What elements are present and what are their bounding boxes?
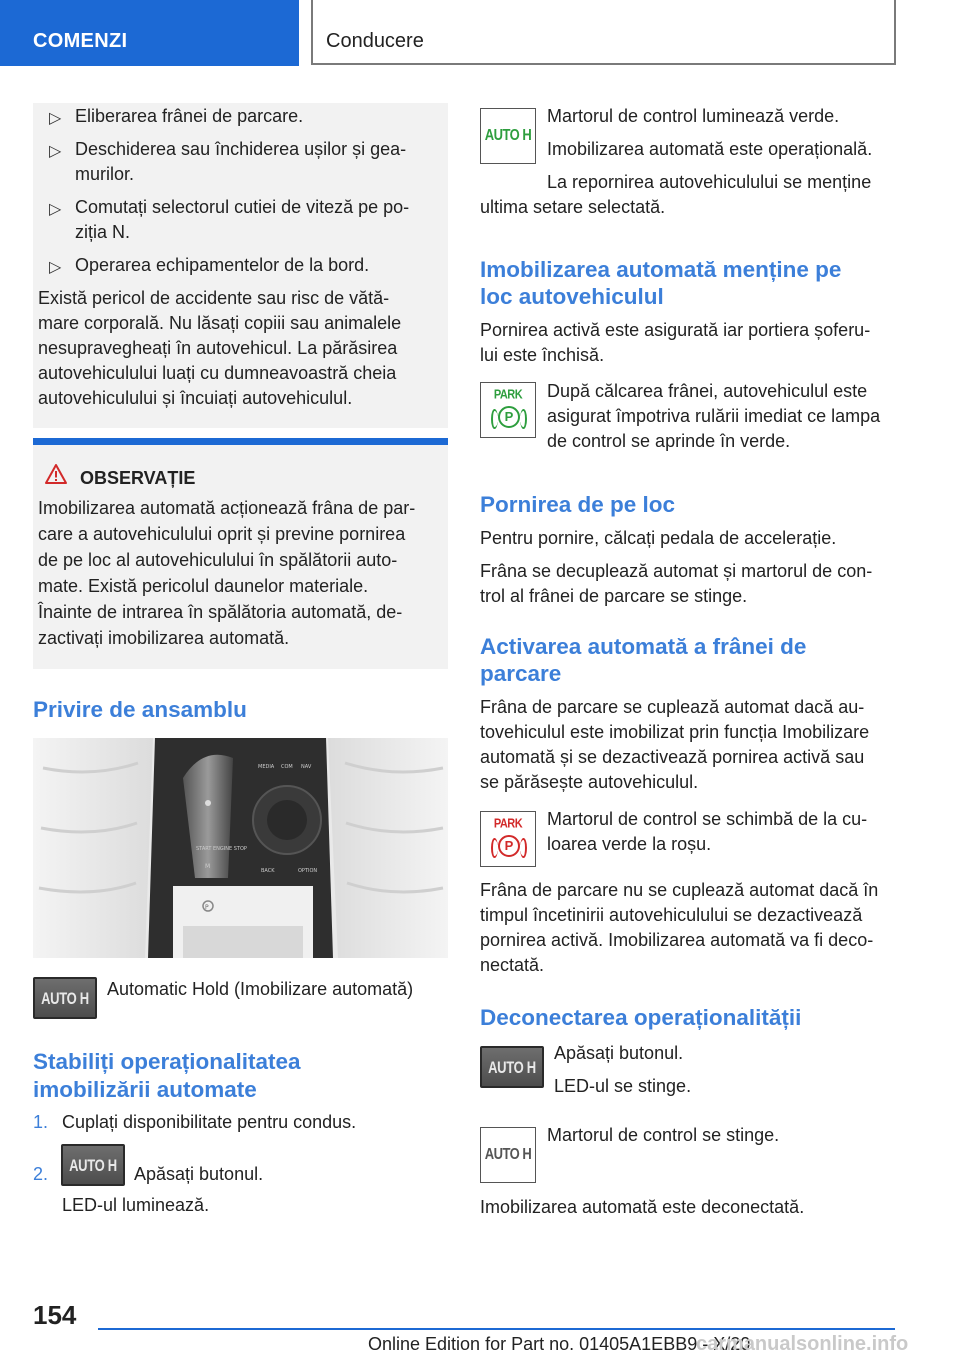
no-engage-text: pornirea activă. Imobilizarea automată va fi deco-: [480, 930, 874, 950]
auto-park-heading-line1: Activarea automată a frânei de: [480, 634, 807, 659]
park-red-text: loarea verde la roșu.: [547, 834, 712, 854]
step-subtext: LED-ul luminează.: [62, 1195, 210, 1215]
photo-label: COM: [281, 764, 293, 770]
photo-label: M: [205, 863, 211, 870]
park-green-text: asigurat împotriva rulării imediat ce lampa: [547, 406, 881, 426]
overview-heading: Privire de ansamblu: [33, 697, 247, 722]
hold-heading-line2: loc autovehiculul: [480, 284, 664, 309]
start-text: trol al frânei de parcare se stinge.: [480, 586, 748, 606]
disable-text: Apăsați butonul.: [554, 1043, 684, 1063]
center-console-photo: [33, 738, 448, 958]
bullet-marker: ▷: [49, 259, 62, 276]
lamp-green-text: Martorul de control luminează verde.: [547, 106, 840, 126]
auto-park-text: tovehiculul este imobilizat prin funcția Imobilizare: [480, 722, 870, 742]
hold-intro: Pornirea activă este asigurată iar portiera șoferu-: [480, 320, 871, 340]
bullet-item-cont: ziția N.: [75, 222, 131, 242]
setup-heading-line2: imobilizării automate: [33, 1077, 257, 1102]
note-line: care a autovehiculului oprit și previne pornirea: [38, 524, 406, 544]
chapter-tab: [311, 0, 896, 65]
final-text: Imobilizarea automată este deconectată.: [480, 1197, 805, 1217]
auto-park-text: se părăsește autovehiculul.: [480, 772, 699, 792]
park-green-text: După călcarea frânei, autovehiculul este: [547, 381, 868, 401]
warning-line: autovehiculului luați cu dumneavoastră cheia: [38, 363, 397, 383]
section-title: COMENZI: [33, 30, 128, 52]
auto-hold-button-icon: AUTO H: [480, 1046, 544, 1088]
auto-park-text: automată și se dezactivează pornirea activă sau: [480, 747, 865, 767]
hold-intro: lui este închisă.: [480, 345, 605, 365]
bullet-item: Operarea echipamentelor de la bord.: [75, 255, 370, 275]
disable-heading: Deconectarea operaționalității: [480, 1005, 802, 1030]
start-text: Pentru pornire, călcați pedala de accelerație.: [480, 528, 837, 548]
auto-hold-caption: Automatic Hold (Imobilizare automată): [107, 979, 414, 999]
warning-line: nesupravegheați în autovehicul. La părăsirea: [38, 338, 398, 358]
page-number: 154: [33, 1300, 77, 1330]
lamp-green-text: Imobilizarea automată este operațională.: [547, 139, 873, 159]
watermark: carmanualsonline.info: [696, 1333, 909, 1355]
photo-label: MEDIA: [258, 764, 275, 770]
bullet-item: Eliberarea frânei de parcare.: [75, 106, 304, 126]
step-number: 1.: [33, 1112, 49, 1132]
auto-hold-button-icon: AUTO H: [33, 977, 97, 1019]
setup-heading-line1: Stabiliți operaționalitatea: [33, 1049, 301, 1074]
hold-heading-line1: Imobilizarea automată menține pe: [480, 257, 842, 282]
auto-hold-button-icon: AUTO H: [61, 1144, 125, 1186]
footer-rule: [98, 1328, 895, 1330]
chapter-title: Conducere: [326, 30, 424, 52]
no-engage-text: timpul încetinirii autovehiculului se dezactivează: [480, 905, 863, 925]
auto-park-text: Frâna de parcare se cuplează automat dacă au-: [480, 697, 865, 717]
note-line: zactivați imobilizarea automată.: [38, 628, 290, 648]
warning-line: Există pericol de accidente sau risc de vătă-: [38, 288, 390, 308]
note-line: Înainte de intrarea în spălătoria automată, de-: [38, 602, 403, 622]
warning-line: mare corporală. Nu lăsați copiii sau animalele: [38, 313, 402, 333]
auto-hold-green-lamp-icon: AUTO H: [480, 108, 536, 164]
no-engage-text: Frâna de parcare nu se cuplează automat dacă în: [480, 880, 879, 900]
bullet-marker: ▷: [49, 201, 62, 218]
park-red-text: Martorul de control se schimbă de la cu-: [547, 809, 868, 829]
photo-label: P: [205, 904, 209, 911]
section-tab: [0, 0, 299, 66]
warning-triangle-icon: [44, 463, 68, 485]
no-engage-text: nectată.: [480, 955, 545, 975]
photo-label: OPTION: [298, 868, 318, 874]
start-heading: Pornirea de pe loc: [480, 492, 676, 517]
restart-text: La repornirea autovehiculului se menține: [547, 172, 872, 192]
bullet-marker: ▷: [49, 110, 62, 127]
photo-label: START ENGINE STOP: [196, 846, 247, 852]
step-text: Cuplați disponibilitate pentru condus.: [62, 1112, 357, 1132]
step-text: Apăsați butonul.: [134, 1164, 264, 1184]
photo-label: NAV: [301, 764, 312, 770]
park-green-text: de control se aprinde în verde.: [547, 431, 791, 451]
auto-hold-off-lamp-icon: AUTO H: [480, 1127, 536, 1183]
disable-text: LED-ul se stinge.: [554, 1076, 692, 1096]
bullet-marker: ▷: [49, 143, 62, 160]
bullet-item-cont: murilor.: [75, 164, 135, 184]
note-line: mate. Există pericolul daunelor materiale.: [38, 576, 369, 596]
footer-edition: Online Edition for Part no. 01405A1EBB9 - X/20: [368, 1334, 751, 1354]
auto-park-heading-line2: parcare: [480, 661, 562, 686]
step-number: 2.: [33, 1164, 49, 1184]
bullet-item: Deschiderea sau închiderea ușilor și gea-: [75, 139, 407, 159]
bullet-item: Comutați selectorul cutiei de viteză pe po-: [75, 197, 410, 217]
note-accent-bar: [33, 438, 448, 445]
restart-text: ultima setare selectată.: [480, 197, 666, 217]
note-line: Imobilizarea automată acționează frâna de par-: [38, 498, 416, 518]
note-line: de pe loc al autovehiculului în spălătorii auto-: [38, 550, 398, 570]
note-title: OBSERVAȚIE: [80, 468, 196, 488]
lamp-off-text: Martorul de control se stinge.: [547, 1125, 780, 1145]
photo-label: BACK: [261, 868, 275, 874]
start-text: Frâna se decuplează automat și martorul de con-: [480, 561, 873, 581]
park-green-lamp-icon: PARK P: [480, 382, 536, 438]
warning-line: autovehiculului și încuiați autovehiculul.: [38, 388, 353, 408]
park-red-lamp-icon: PARK P: [480, 811, 536, 867]
